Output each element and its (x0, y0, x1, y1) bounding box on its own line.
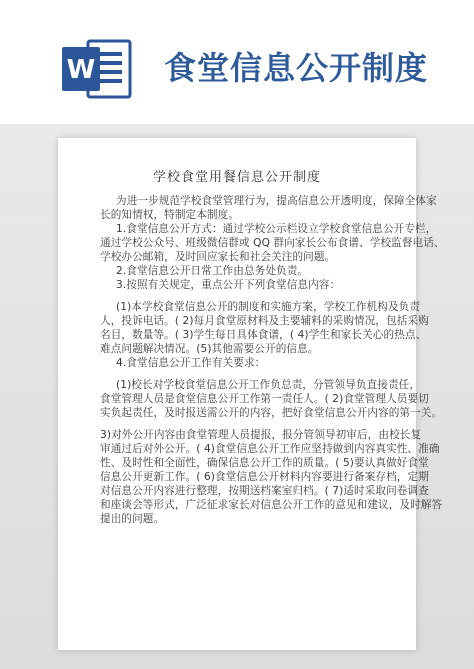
body-line: 名目，数量等。( 3)学生每日具体食谱，( 4)学生和家长关心的热点、 (100, 329, 427, 341)
body-line: 对信息公开内容进行整理，按期送档案室归档。( 7)适时采取问卷调查 (100, 485, 429, 497)
body-line: 3)对外公开内容由食堂管理人员提报，报分管领导初审后，由校长复 (100, 429, 422, 441)
body-line: 为进一步规范学校食堂管理行为，提高信息公开透明度，保障全体家 (116, 195, 437, 207)
body-line: 和座谈会等形式，广泛征求家长对信息公开工作的意见和建议，及时解答 (100, 499, 443, 511)
document-banner (0, 0, 474, 124)
document-heading: 食堂信息公开制度 (164, 49, 429, 87)
word-icon-letter: W (66, 55, 96, 85)
body-line: (1)校长对学校食堂信息公开工作负总责，分管领导负直接责任， (116, 379, 421, 391)
body-line: 性、及时性和全面性，确保信息公开工作的质量。( 5)要认真做好食堂 (100, 457, 429, 469)
word-icon-graphic (62, 39, 132, 99)
body-line: 学校办公邮箱，及时回应家长和社会关注的问题。 (100, 251, 336, 263)
document-body (100, 194, 445, 526)
body-line: (1)本学校食堂信息公开的制度和实施方案，学校工作机构及负责 (116, 301, 421, 313)
body-line: 通过学校公众号、班级微信群或 QQ 群向家长公布食谱、学校监督电话、 (100, 237, 445, 249)
body-line: 食堂管理人员是食堂信息公开工作第一责任人。( 2)食堂管理人员要切 (100, 393, 429, 405)
body-line: 3.按照有关规定，重点公开下列食堂信息内容： (116, 279, 341, 291)
document-page (58, 138, 445, 650)
body-line: 长的知情权，特制定本制度。 (100, 209, 240, 221)
document-title: 学校食堂用餐信息公开制度 (152, 170, 321, 185)
body-line: 信息公开更新工作。( 6)食堂信息公开材料内容要进行备案存档，定期 (100, 471, 429, 483)
body-line: 人，投诉电话。( 2)每月食堂原材料及主要辅料的采购情况，包括采购 (100, 315, 429, 327)
body-line: 4.食堂信息公开工作有关要求： (116, 357, 266, 369)
body-line: 审通过后对外公开。( 4)食堂信息公开工作应坚持做到内容真实性、准确 (100, 443, 440, 455)
body-line: 提出的问题。 (100, 513, 165, 525)
body-line: 2.食堂信息公开日常工作由总务处负责。 (116, 265, 309, 277)
body-line: 实负起责任，及时报送需公开的内容，把好食堂信息公开内容的第一关。 (100, 407, 443, 419)
body-line: 难点问题解决情况。(5)其他需要公开的信息。 (100, 343, 319, 355)
word-document-icon (62, 39, 132, 99)
body-line: 1.食堂信息公开方式：通过学校公示栏设立学校食堂信息公开专栏， (116, 223, 437, 235)
